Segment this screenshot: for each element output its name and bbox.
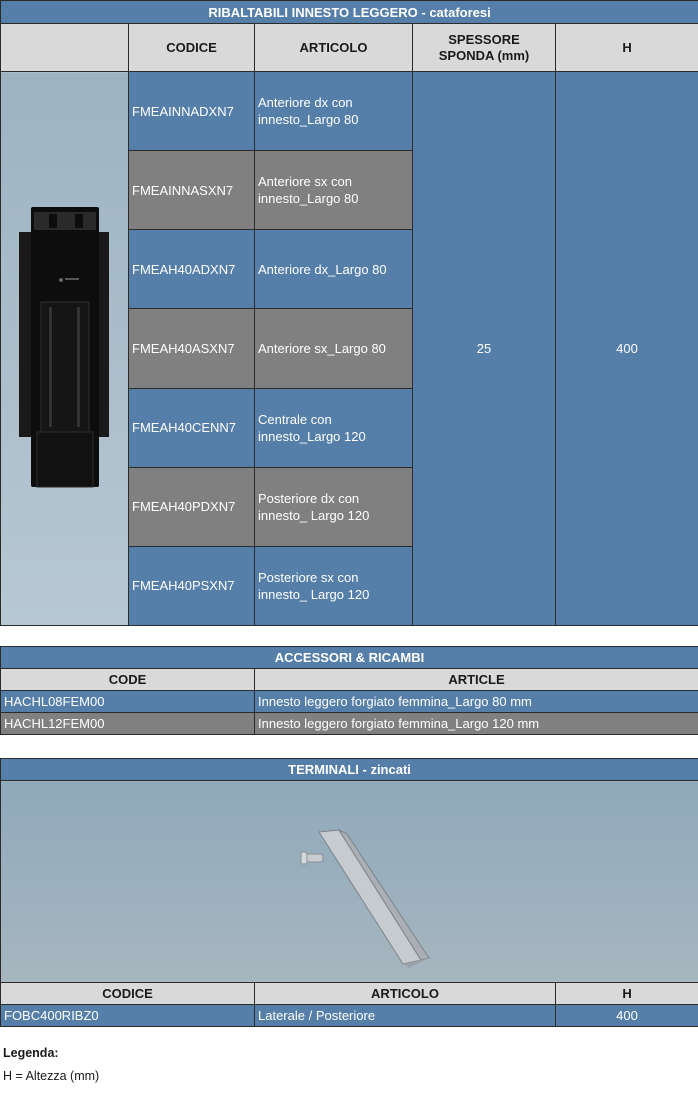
table-title: RIBALTABILI INNESTO LEGGERO - cataforesi bbox=[1, 1, 698, 24]
table-row-article: Anteriore sx con innesto_Largo 80 bbox=[255, 151, 413, 230]
legend-text: H = Altezza (mm) bbox=[3, 1069, 100, 1083]
header-articolo: ARTICOLO bbox=[255, 24, 413, 72]
terminal-article: Laterale / Posteriore bbox=[255, 1005, 556, 1027]
terminal-image-cell bbox=[1, 781, 698, 983]
table-row-article: Posteriore dx con innesto_ Largo 120 bbox=[255, 467, 413, 546]
terminal-h: 400 bbox=[556, 1005, 698, 1027]
h-value: 400 bbox=[556, 72, 698, 626]
spessore-value: 25 bbox=[413, 72, 556, 626]
black-hinge-product-photo bbox=[1, 72, 127, 625]
header-h: H bbox=[556, 983, 698, 1005]
zinc-terminal-product-photo bbox=[1, 782, 697, 982]
terminal-code: FOBC400RIBZ0 bbox=[1, 1005, 255, 1027]
table-row-code: FMEAINNADXN7 bbox=[129, 72, 255, 151]
header-articolo: ARTICOLO bbox=[255, 983, 556, 1005]
header-image-blank bbox=[1, 24, 129, 72]
header-code: CODE bbox=[1, 669, 255, 691]
table-row-code: FMEAINNASXN7 bbox=[129, 151, 255, 230]
table-row-code: FMEAH40PSXN7 bbox=[129, 546, 255, 625]
product-image-cell bbox=[1, 72, 129, 626]
accessory-code: HACHL08FEM00 bbox=[1, 691, 255, 713]
accessory-article: Innesto leggero forgiato femmina_Largo 80 mm bbox=[255, 691, 698, 713]
header-codice: CODICE bbox=[1, 983, 255, 1005]
table-row-article: Posteriore sx con innesto_ Largo 120 bbox=[255, 546, 413, 625]
table-row-article: Centrale con innesto_Largo 120 bbox=[255, 388, 413, 467]
table-row-code: FMEAH40CENN7 bbox=[129, 388, 255, 467]
table-row-article: Anteriore dx_Largo 80 bbox=[255, 230, 413, 309]
header-codice: CODICE bbox=[129, 24, 255, 72]
accessories-title: ACCESSORI & RICAMBI bbox=[1, 647, 698, 669]
accessory-code: HACHL12FEM00 bbox=[1, 713, 255, 735]
table-row-article: Anteriore dx con innesto_Largo 80 bbox=[255, 72, 413, 151]
header-h: H bbox=[556, 24, 698, 72]
terminals-title: TERMINALI - zincati bbox=[1, 759, 698, 781]
accessories-table bbox=[0, 646, 698, 735]
terminals-table bbox=[0, 758, 698, 1027]
accessory-article: Innesto leggero forgiato femmina_Largo 120 mm bbox=[255, 713, 698, 735]
table-row-code: FMEAH40ASXN7 bbox=[129, 309, 255, 388]
header-article: ARTICLE bbox=[255, 669, 698, 691]
table-row-article: Anteriore sx_Largo 80 bbox=[255, 309, 413, 388]
header-spessore: SPESSORE SPONDA (mm) bbox=[413, 24, 556, 72]
table-row-code: FMEAH40PDXN7 bbox=[129, 467, 255, 546]
legend-title: Legenda: bbox=[3, 1046, 59, 1060]
table-row-code: FMEAH40ADXN7 bbox=[129, 230, 255, 309]
